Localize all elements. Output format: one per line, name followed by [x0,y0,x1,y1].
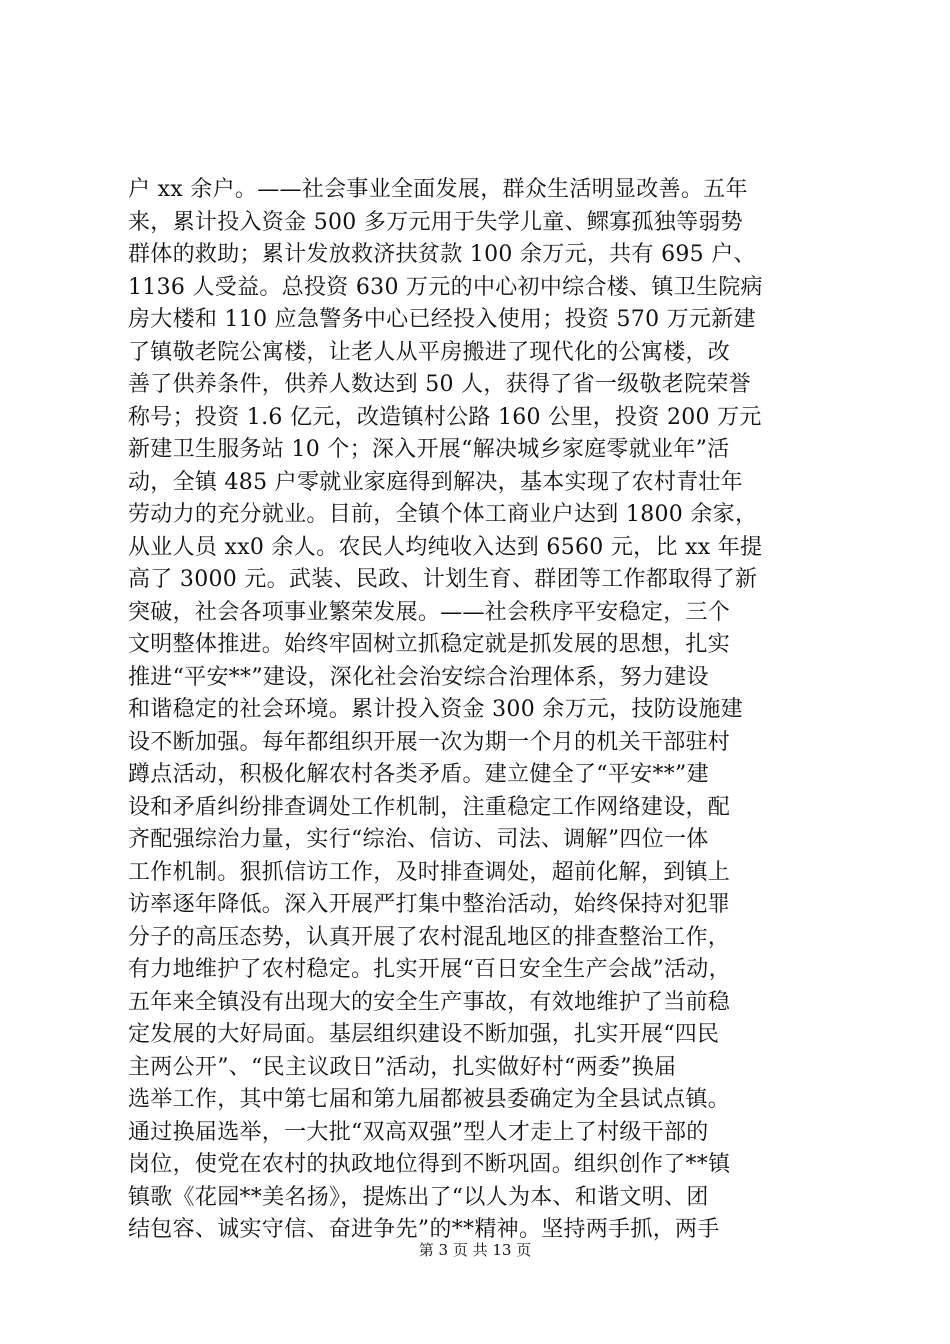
text-line: 户 xx 余户。——社会事业全面发展，群众生活明显改善。五年 [128,177,748,202]
text-line: 定发展的大好局面。基层组织建设不断加强，扎实开展“四民 [128,1022,720,1047]
body-text [128,174,833,1247]
text-line: 设不断加强。每年都组织开展一次为期一个月的机关干部驻村 [128,729,731,755]
text-line: 分子的高压态势，认真开展了农村混乱地区的排查整治工作， [128,924,731,950]
text-line: 选举工作，其中第七届和第九届都被县委确定为全县试点镇。 [128,1087,731,1112]
text-line: 和谐稳定的社会环境。累计投入资金 300 余万元，技防设施建 [128,697,743,722]
text-line: 蹲点活动，积极化解农村各类矛盾。建立健全了“平安**”建 [128,762,709,787]
text-line: 齐配强综治力量，实行“综治、信访、司法、调解”四位一体 [128,827,709,852]
text-line: 突破，社会各项事业繁荣发展。——社会秩序平安稳定，三个 [128,599,731,625]
text-line: 新建卫生服务站 10 个；深入开展“解决城乡家庭零就业年”活 [128,437,730,462]
text-line: 镇歌《花园**美名扬》，提炼出了“以人为本、和谐文明、团 [128,1184,709,1210]
text-line: 1136 人受益。总投资 630 万元的中心初中综合楼、镇卫生院病 [128,274,763,300]
text-line: 设和矛盾纠纷排查调处工作机制，注重稳定工作网络建设，配 [128,794,731,820]
text-line: 主两公开”、“民主议政日”活动，扎实做好村“两委”换届 [128,1054,677,1080]
text-line: 推进“平安**”建设，深化社会治安综合治理体系，努力建设 [128,664,709,690]
text-line: 高了 3000 元。武装、民政、计划生育、群团等工作都取得了新 [128,567,758,592]
text-line: 从业人员 xx0 余人。农民人均纯收入达到 6560 元，比 xx 年提 [128,534,763,560]
page-footer [0,1240,950,1260]
text-line: 来，累计投入资金 500 多万元用于失学儿童、鳏寡孤独等弱势 [128,209,743,235]
text-line: 访率逐年降低。深入开展严打集中整治活动，始终保持对犯罪 [128,892,731,917]
text-line: 房大楼和 110 应急警务中心已经投入使用；投资 570 万元新建 [128,307,756,332]
text-line: 文明整体推进。始终牢固树立抓稳定就是抓发展的思想，扎实 [128,632,731,657]
text-line: 了镇敬老院公寓楼，让老人从平房搬进了现代化的公寓楼，改 [128,339,731,365]
text-line: 群体的救助；累计发放救济扶贫款 100 余万元，共有 695 户、 [128,242,756,267]
text-line: 通过换届选举，一大批“双高双强”型人才走上了村级干部的 [128,1119,709,1145]
text-line: 劳动力的充分就业。目前，全镇个体工商业户达到 1800 余家， [128,502,758,527]
text-line: 岗位，使党在农村的执政地位得到不断巩固。组织创作了**镇 [128,1152,731,1177]
text-line: 有力地维护了农村稳定。扎实开展“百日安全生产会战”活动， [128,957,731,982]
text-line: 动，全镇 485 户零就业家庭得到解决，基本实现了农村青壮年 [128,469,743,495]
text-line: 五年来全镇没有出现大的安全生产事故，有效地维护了当前稳 [128,989,731,1015]
page-number-label: 第 3 页 共 13 页 [418,1241,532,1259]
text-line: 善了供养条件，供养人数达到 50 人，获得了省一级敬老院荣誉 [128,372,751,397]
text-line: 工作机制。狠抓信访工作，及时排查调处，超前化解，到镇上 [128,859,731,885]
text-line: 称号；投资 1.6 亿元，改造镇村公路 160 公里，投资 200 万元 [128,404,762,430]
text-line: 结包容、诚实守信、奋进争先”的**精神。坚持两手抓，两手 [128,1217,720,1242]
